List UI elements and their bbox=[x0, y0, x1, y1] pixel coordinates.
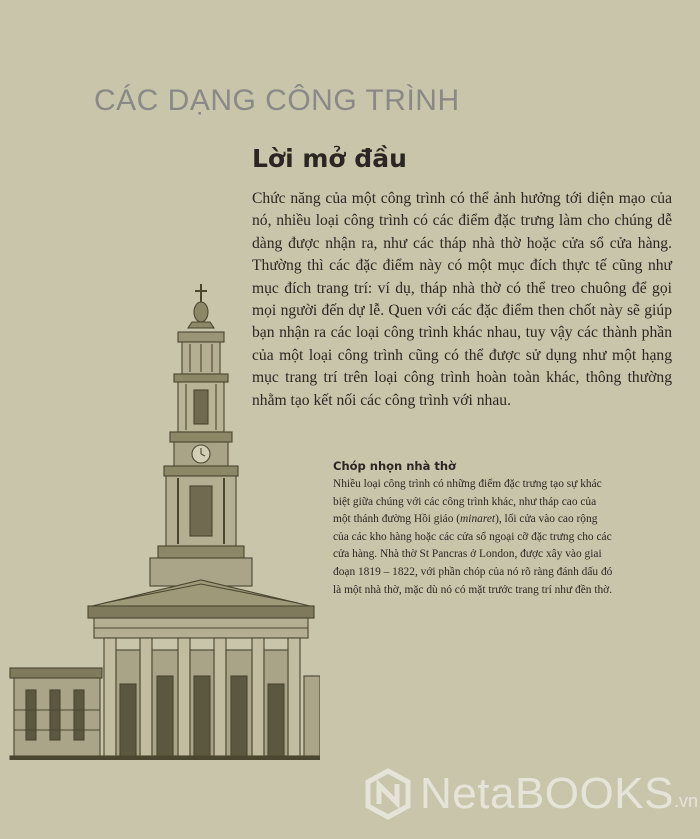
caption-text-before: Nhiều loại công trình có những điểm đặc trưng tạo sự khác biệt giữa chúng với các công trình khác, như tháp cao của một thánh đường Hồi giáo ( bbox=[333, 478, 602, 526]
watermark-suffix: .vn bbox=[673, 791, 698, 811]
caption-text-after: ), lối cửa vào cao rộng của các kho hàng hoặc các cửa sổ ngoại cỡ đặc trưng cho các cửa hàng. Nhà thờ St Pancras ở London, được xây vào giai đoạn 1819 – 1822, với phần chóp của nó rõ ràng đánh dấu đó là một nhà thờ, mặc dù nó có mặt trước trang trí như đền thờ. bbox=[333, 513, 613, 596]
netabooks-logo-icon bbox=[362, 768, 414, 820]
page-heading: Lời mở đầu bbox=[252, 144, 407, 173]
watermark-brand: NetaBOOKS bbox=[420, 769, 674, 818]
caption-text bbox=[333, 476, 615, 599]
caption-italic-term: minaret bbox=[460, 513, 496, 526]
netabooks-watermark bbox=[362, 768, 698, 820]
caption-title: Chóp nhọn nhà thờ bbox=[333, 459, 456, 473]
church-spire-illustration bbox=[0, 280, 320, 760]
section-title: CÁC DẠNG CÔNG TRÌNH bbox=[94, 84, 460, 117]
intro-paragraph: Chức năng của một công trình có thể ảnh hưởng tới diện mạo của nó, nhiều loại công trình có các điểm đặc trưng làm cho chúng dễ dàng được nhận ra, như các tháp nhà thờ hoặc cửa sổ cửa hàng. Thường thì các đặc điểm này có một mục đích thực tế cũng như mục đích trang trí: ví dụ, tháp nhà thờ có thể treo chuông để gọi mọi người đến dự lễ. Quen với các đặc điểm then chốt này sẽ giúp bạn nhận ra các loại công trình khác nhau, tuy vậy các thành phần của một loại công trình cũng có thể được sử dụng như một hạng mục trang trí trên loại công trình hoàn toàn khác, thông thường nhằm tạo kết nối các công trình với nhau. bbox=[252, 190, 672, 409]
